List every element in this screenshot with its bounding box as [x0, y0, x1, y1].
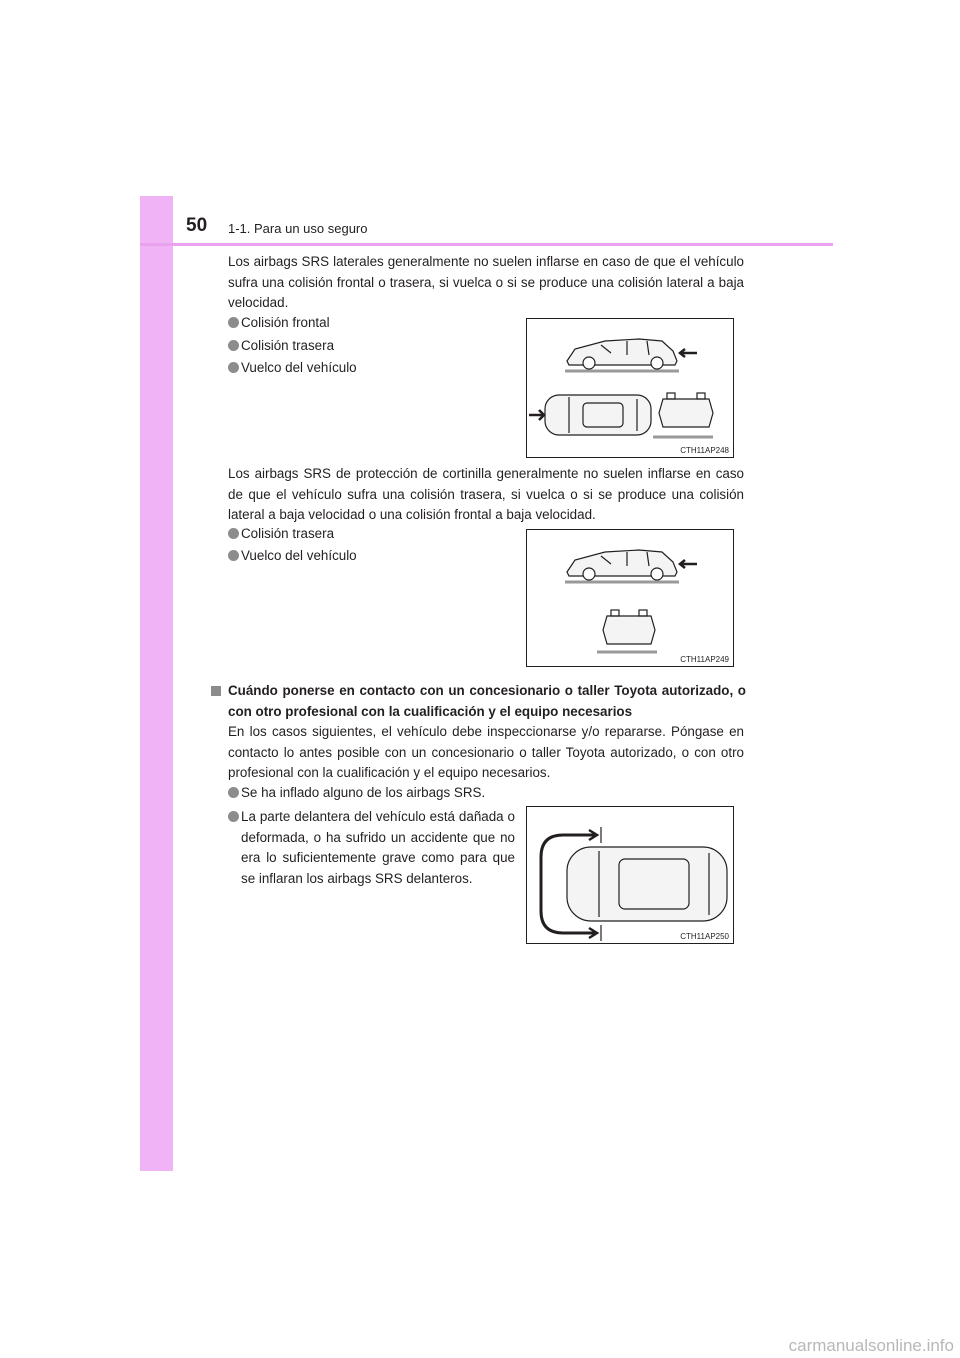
contact-dealer-heading: Cuándo ponerse en contacto con un concesionario o taller Toyota autorizado, o con otro profesional con la cualificación y el equipo necesarios [211, 681, 746, 722]
dealer-bullet-inflated: Se ha inflado alguno de los airbags SRS. [228, 783, 485, 804]
bullet-dot-icon [228, 811, 239, 822]
car-front-damage-illustration [527, 807, 733, 943]
figure-code: CTH11AP248 [680, 446, 729, 455]
contact-dealer-paragraph: En los casos siguientes, el vehículo debe inspeccionarse y/o repararse. Póngase en contacto lo antes posible con un concesionario o taller Toyota autorizado, o con otro profesional con la cualificación y el equipo necesarios. [228, 724, 744, 780]
header-rule [140, 243, 833, 246]
side-bullet-frontal: Colisión frontal [228, 313, 330, 334]
section-title: 1-1. Para un uso seguro [228, 221, 368, 236]
curtain-bullet-rollover: Vuelco del vehículo [228, 546, 357, 567]
watermark: carmanualsonline.info [788, 1336, 954, 1355]
side-bullet-rear: Colisión trasera [228, 336, 334, 357]
square-bullet-icon [211, 686, 221, 696]
side-airbags-paragraph: Los airbags SRS laterales generalmente no suelen inflarse en caso de que el vehículo sufra una colisión frontal o trasera, si vuelca o si se produce una colisión lateral a baja velocidad. [228, 254, 744, 310]
curtain-airbags-paragraph: Los airbags SRS de protección de cortinilla generalmente no suelen inflarse en caso de que el vehículo sufra una colisión trasera, si vuelca o si se produce una colisión lateral a baja velocidad o una colisión frontal a baja velocidad. [228, 466, 744, 522]
side-bullet-rollover: Vuelco del vehículo [228, 358, 357, 379]
figure-front-damage [526, 806, 734, 944]
bullet-dot-icon [228, 317, 239, 328]
car-collision-illustration [527, 530, 733, 666]
figure-code: CTH11AP250 [680, 932, 729, 941]
bullet-dot-icon [228, 528, 239, 539]
page-number: 50 [186, 215, 208, 236]
figure-side-airbag-cases [526, 318, 734, 458]
bullet-dot-icon [228, 340, 239, 351]
figure-code: CTH11AP249 [680, 655, 729, 664]
curtain-bullet-rear: Colisión trasera [228, 524, 334, 545]
side-color-strip [140, 196, 173, 1171]
figure-curtain-airbag-cases [526, 529, 734, 667]
bullet-dot-icon [228, 550, 239, 561]
bullet-dot-icon [228, 787, 239, 798]
dealer-bullet-front-damage: La parte delantera del vehículo está dañada o deformada, o ha sufrido un accidente que no era lo suficientemente grave como para que se inflaran los airbags SRS delanteros. [228, 807, 515, 889]
bullet-dot-icon [228, 362, 239, 373]
car-collision-illustration [527, 319, 733, 457]
